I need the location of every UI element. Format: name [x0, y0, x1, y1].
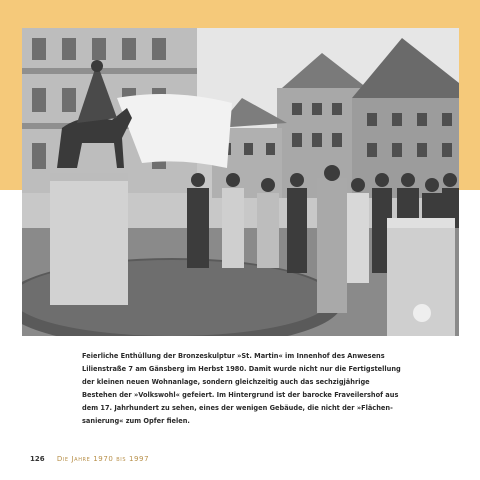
page-footer — [30, 455, 149, 463]
caption-line: dem 17. Jahrhundert zu sehen, eines der wenigen Gebäude, die nicht der »Flächen- — [82, 404, 393, 412]
caption-line: Feierliche Enthüllung der Bronzeskulptur »St. Martin« im Innenhof des Anwesens — [82, 352, 385, 360]
page-number: 126 — [30, 455, 45, 463]
caption-line: Bestehen der »Volkswohl« gefeiert. Im Hintergrund ist der barocke Fraveilershof aus — [82, 391, 399, 399]
caption-line: Lilienstraße 7 am Gänsberg im Herbst 1980. Damit wurde nicht nur die Fertigstellung — [82, 365, 401, 373]
caption-line: sanierung« zum Opfer fielen. — [82, 417, 190, 425]
photo-caption — [82, 350, 454, 428]
caption-line: der kleinen neuen Wohnanlage, sondern gleichzeitig auch das sechzigjährige — [82, 378, 370, 386]
running-title: Die Jahre 1970 bis 1997 — [56, 455, 150, 463]
historical-photo — [22, 28, 459, 336]
